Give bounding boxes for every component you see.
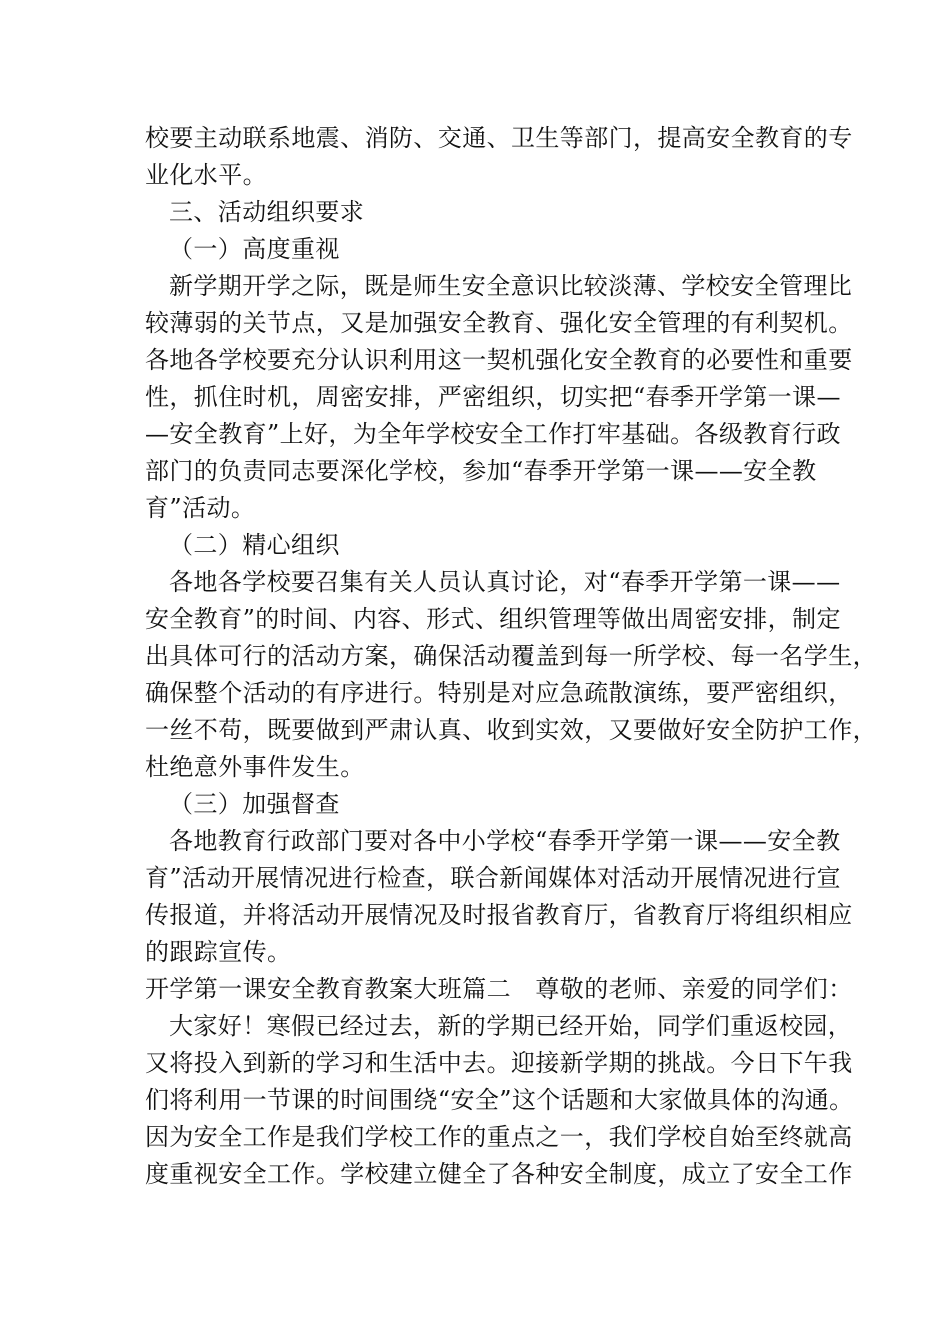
subsection-heading: （二）精心组织 [169, 531, 340, 559]
text-line: 育”活动开展情况进行检查，联合新闻媒体对活动开展情况进行宣 [145, 864, 841, 892]
text-line: —安全教育”上好，为全年学校安全工作打牢基础。各级教育行政 [145, 420, 841, 448]
text-line: 校要主动联系地震、消防、交通、卫生等部门，提高安全教育的专 [145, 124, 853, 152]
text-line: 的跟踪宣传。 [145, 938, 292, 966]
text-line: 业化水平。 [145, 161, 267, 189]
text-line: 新学期开学之际，既是师生安全意识比较淡薄、学校安全管理比 [169, 272, 853, 300]
text-line: 安全教育”的时间、内容、形式、组织管理等做出周密安排，制定 [145, 605, 841, 633]
text-line: 度重视安全工作。学校建立健全了各种安全制度，成立了安全工作 [145, 1160, 853, 1188]
text-line: 们将利用一节课的时间围绕“安全”这个话题和大家做具体的沟通。 [145, 1086, 854, 1114]
text-line: 性，抓住时机，周密安排，严密组织，切实把“春季开学第一课— [145, 383, 841, 411]
text-line: 一丝不苟，既要做到严肃认真、收到实效，又要做好安全防护工作， [145, 716, 877, 744]
text-line: 传报道，并将活动开展情况及时报省教育厅，省教育厅将组织相应 [145, 901, 853, 929]
text-line: 因为安全工作是我们学校工作的重点之一，我们学校自始至终就高 [145, 1123, 853, 1151]
subsection-heading: （三）加强督查 [169, 790, 340, 818]
article-title-line: 开学第一课安全教育教案大班篇二 尊敬的老师、亲爱的同学们： [145, 975, 853, 1003]
text-line: 较薄弱的关节点，又是加强安全教育、强化安全管理的有利契机。 [145, 309, 853, 337]
text-line: 又将投入到新的学习和生活中去。迎接新学期的挑战。今日下午我 [145, 1049, 853, 1077]
text-line: 部门的负责同志要深化学校，参加“春季开学第一课——安全教 [145, 457, 817, 485]
text-line: 确保整个活动的有序进行。特别是对应急疏散演练，要严密组织， [145, 679, 853, 707]
text-line: 各地各学校要充分认识利用这一契机强化安全教育的必要性和重要 [145, 346, 853, 374]
text-line: 育”活动。 [145, 494, 256, 522]
text-line: 杜绝意外事件发生。 [145, 753, 365, 781]
subsection-heading: （一）高度重视 [169, 235, 340, 263]
text-line: 各地各学校要召集有关人员认真讨论，对“春季开学第一课—— [169, 568, 841, 596]
text-line: 出具体可行的活动方案，确保活动覆盖到每一所学校、每一名学生， [145, 642, 877, 670]
section-heading: 三、活动组织要求 [169, 198, 365, 226]
text-line: 大家好！寒假已经过去，新的学期已经开始，同学们重返校园， [169, 1012, 853, 1040]
text-line: 各地教育行政部门要对各中小学校“春季开学第一课——安全教 [169, 827, 841, 855]
